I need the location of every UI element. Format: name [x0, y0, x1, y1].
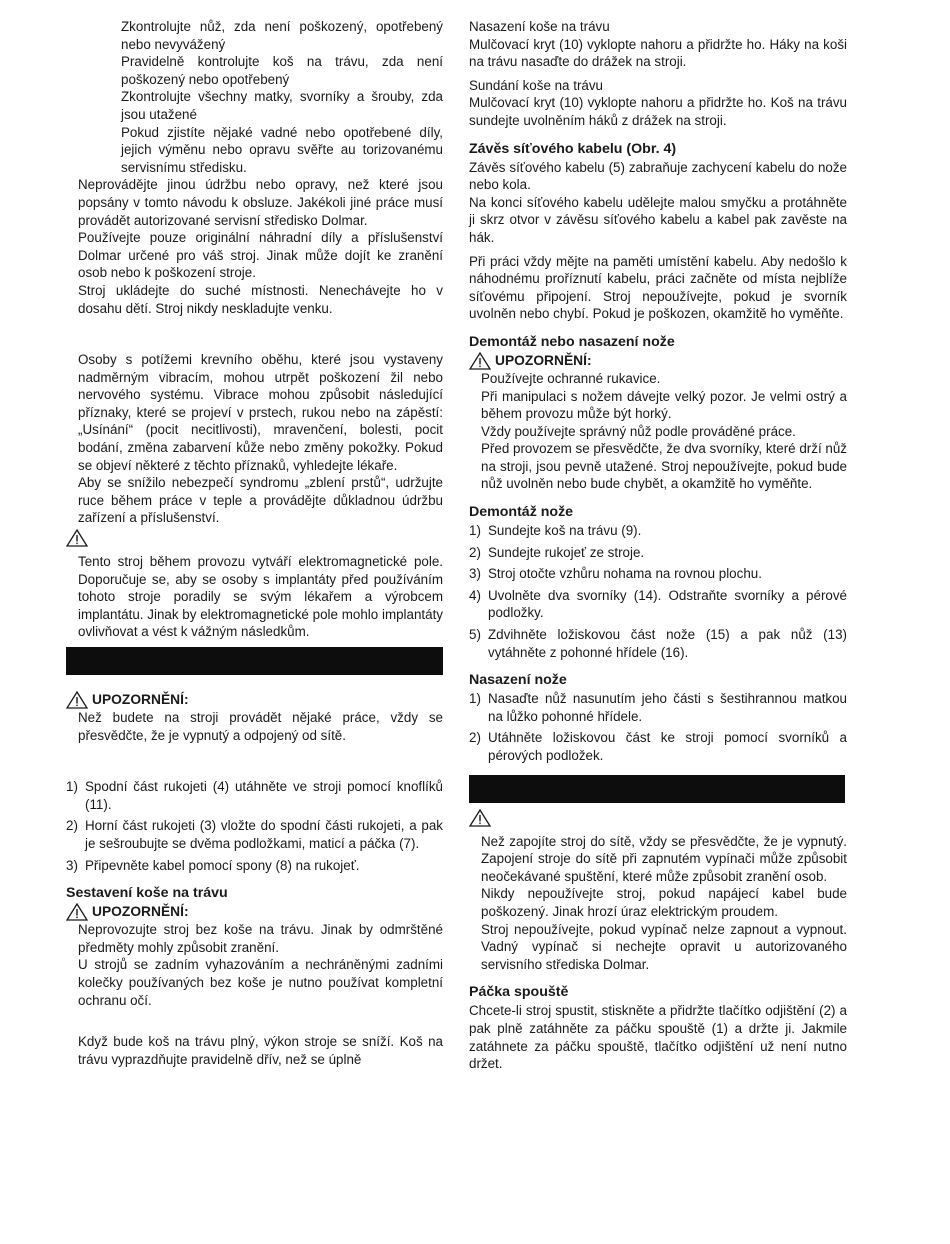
- power-warning-text: Stroj nepoužívejte, pokud vypínač nelze zapnout a vypnout. Vadný vypínač si nechejte opravit u autorizovaného servisního střediska Dolmar.: [481, 921, 847, 972]
- list-item: 3) Stroj otočte vzhůru nohama na rovnou plochu.: [469, 566, 762, 582]
- warning-triangle-icon: [66, 529, 88, 547]
- blade-warning-text: Při manipulaci s nožem dávejte velký pozor. Je velmi ostrý a během provozu může být horký.: [481, 388, 847, 422]
- cable-text: Na konci síťového kabelu udělejte malou smyčku a protáhněte ji skrz otvor v závěsu síťového kabelu a kabel pak zavěste na hák.: [469, 194, 847, 245]
- vibration-text: Aby se snížilo nebezpečí syndromu „zblení prstů“, udržujte ruce během práce v teple a provádějte důkladnou údržbu zařízení a příslušenství.: [78, 475, 443, 526]
- mount-basket-title: Nasazení koše na trávu: [469, 19, 610, 34]
- section-heading-bar: [469, 775, 845, 803]
- list-item: 1) Nasaďte nůž nasunutím jeho části s šestihrannou matkou na lůžko pohonné hřídele.: [469, 691, 847, 724]
- power-warning-text: Nikdy nepoužívejte stroj, pokud napájecí kabel bude poškozený. Jinak hrozí úraz elektrickým proudem.: [481, 886, 847, 919]
- trigger-text: Chcete-li stroj spustit, stiskněte a přidržte tlačítko odjištění (2) a pak plně zatáhněte za páčku spouště (1) a držte ji. Jakmile zatáhnete za páčku spouště, tlačítko odjištění už není nutno držet.: [469, 1003, 847, 1072]
- vibration-text: Osoby s potížemi krevního oběhu, které jsou vystaveny nadměrným vibracím, mohou utrpět poškození žil nebo nervového systému. Vibrace mohou způsobit následující příznaky, které se projeví v prstech, rukou nebo na zápěstí: „Usínání“ (pocit necitlivosti), mravenčení, bolesti, pocit bodání, změna zabarvení kůže nebo změny pokožky. Pokud se objeví některé z těchto příznaků, vyhledejte lékaře.: [78, 352, 443, 473]
- storage-text: Stroj ukládejte do suché místnosti. Nenechávejte ho v dosahu dětí. Stroj nikdy neskladujte venku.: [78, 282, 443, 316]
- warning-triangle-icon: [66, 691, 88, 709]
- list-item: 1) Spodní část rukojeti (4) utáhněte ve stroji pomocí knoflíků (11).: [66, 779, 443, 812]
- list-item: 5) Zdvihněte ložiskovou část nože (15) a pak nůž (13) vytáhněte z pohonné hřídele (16).: [469, 627, 847, 660]
- section-heading: Páčka spouště: [469, 984, 569, 1001]
- warning-label: UPOZORNĚNÍ:: [495, 352, 592, 368]
- basket-full-text: Když bude koš na trávu plný, výkon stroje se sníží. Koš na trávu vyprazdňujte pravidelně dřív, než se úplně: [78, 1034, 443, 1067]
- check-item: Zkontrolujte všechny matky, svorníky a šrouby, zda jsou utažené: [121, 89, 443, 122]
- section-heading: Demontáž nebo nasazení nože: [469, 333, 675, 350]
- remove-basket-text: Mulčovací kryt (10) vyklopte nahoru a přidržte ho. Koš na trávu sundejte uvolněním háků z drážek na stroji.: [469, 95, 847, 128]
- warning-label: UPOZORNĚNÍ:: [92, 904, 189, 920]
- left-column: [66, 18, 443, 1068]
- blade-warning-text: Před provozem se přesvědčte, že dva svorníky, které drží nůž na stroji, jsou pevně utažené. Stroj nepoužívejte, pokud bude nůž uvolněn nebo bude chybět, a okamžitě ho vyměňte.: [481, 441, 847, 492]
- assembly-warning-text: Než budete na stroji provádět nějaké práce, vždy se přesvědčte, že je vypnutý a odpojený od sítě.: [78, 710, 443, 743]
- right-column: [469, 18, 847, 1073]
- warning-label: UPOZORNĚNÍ:: [92, 692, 189, 707]
- check-item: Zkontrolujte nůž, zda není poškozený, opotřebený nebo nevyvážený: [121, 19, 443, 52]
- list-item: 2) Sundejte rukojeť ze stroje.: [469, 544, 645, 560]
- section-heading: Demontáž nože: [469, 504, 574, 521]
- list-item: 1) Sundejte koš na trávu (9).: [469, 523, 642, 539]
- maintenance-text: Používejte pouze originální náhradní díly a příslušenství Dolmar určené pro váš stroj. Jinak může dojít ke zranění osob nebo k poškození stroje.: [78, 230, 443, 281]
- list-item: 3) Připevněte kabel pomocí spony (8) na rukojeť.: [66, 857, 360, 873]
- warning-triangle-icon: [469, 352, 491, 370]
- mount-basket-text: Mulčovací kryt (10) vyklopte nahoru a přidržte ho. Háky na koši na trávu nasaďte do drážek na stroji.: [469, 36, 847, 70]
- section-heading-bar: [66, 647, 443, 675]
- section-heading: Závěs síťového kabelu (Obr. 4): [469, 140, 677, 157]
- cable-text: Závěs síťového kabelu (5) zabraňuje zachycení kabelu do nože nebo kola.: [469, 159, 847, 193]
- remove-basket-title: Sundání koše na trávu: [469, 77, 603, 93]
- em-field-text: Tento stroj během provozu vytváří elektromagnetické pole. Doporučuje se, aby se osoby s implantáty před používáním tohoto stroje poradily se svým lékařem a výrobcem implantátu. Jinak by elektromagnetické pole mohlo implantáty ovlivňovat a vést k vážným následkům.: [78, 554, 443, 640]
- basket-warning-text: U strojů se zadním vyhazováním a nechráněnými zadními kolečky používaných bez koše je nutno používat kompletní ochranu očí.: [78, 957, 443, 1008]
- cable-text: Při práci vždy mějte na paměti umístění kabelu. Aby nedošlo k náhodnému proříznutí kabelu, práci začněte od místa nejblíže síťovému připojení. Stroj nepoužívejte, pokud je svorník uvolněn nebo chybí. Pokud je poškozen, okamžitě ho vyměňte.: [469, 253, 847, 322]
- list-item: 2) Utáhněte ložiskovou část ke stroji pomocí svorníků a pérových podložek.: [469, 730, 847, 763]
- section-heading: Nasazení nože: [469, 672, 567, 689]
- check-item: Pravidelně kontrolujte koš na trávu, zda není poškozený nebo opotřebený: [121, 54, 443, 87]
- maintenance-text: Neprovádějte jinou údržbu nebo opravy, než které jsou popsány v tomto návodu k obsluze. Jakékoli jiné práce musí provádět autorizované servisní středisko Dolmar.: [78, 177, 443, 228]
- blade-warning-text: Používejte ochranné rukavice.: [481, 370, 661, 386]
- warning-triangle-icon: [66, 903, 88, 921]
- list-item: 4) Uvolněte dva svorníky (14). Odstraňte svorníky a pérové podložky.: [469, 587, 847, 621]
- power-warning-text: Než zapojíte stroj do sítě, vždy se přesvědčte, že je vypnutý. Zapojení stroje do sítě při zapnutém vypínači může způsobit neočekávané spuštění, které může způsobit zranění osob.: [481, 833, 847, 884]
- warning-triangle-icon: [469, 809, 491, 827]
- blade-warning-text: Vždy používejte správný nůž podle prováděné práce.: [481, 423, 796, 439]
- list-item: 2) Horní část rukojeti (3) vložte do spodní části rukojeti, a pak je sešroubujte se dvěma podložkami, maticí a páčka (7).: [66, 818, 443, 851]
- section-heading: Sestavení koše na trávu: [66, 885, 228, 902]
- check-item: Pokud zjistíte nějaké vadné nebo opotřebené díly, jejich výměnu nebo opravu svěřte au torizovanému servisnímu středisku.: [121, 124, 443, 175]
- basket-warning-text: Neprovozujte stroj bez koše na trávu. Jinak by odmrštěné předměty mohly způsobit zranění.: [78, 922, 443, 955]
